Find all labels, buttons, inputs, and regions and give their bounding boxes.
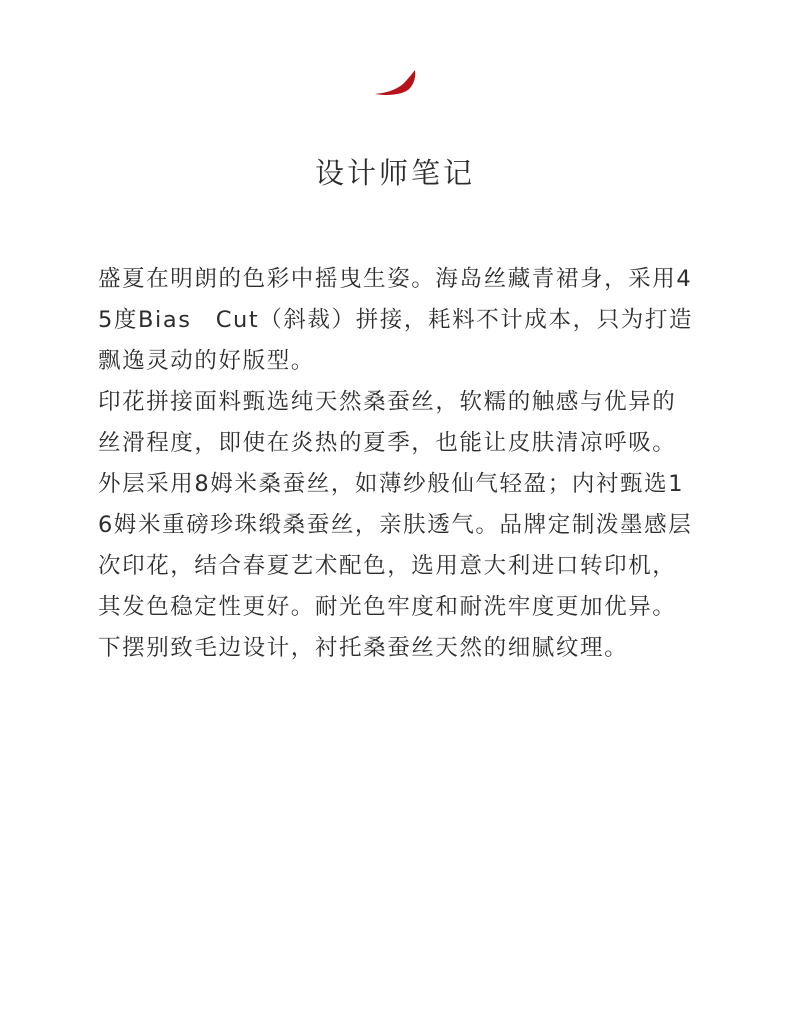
red-feather-brush-icon [372,68,420,98]
brand-mark-shape [375,70,415,95]
note-paragraph-2: 印花拼接面料甄选纯天然桑蚕丝，软糯的触感与优异的丝滑程度，即使在炎热的夏季，也能让皮肤清凉呼吸。外层采用8姆米桑蚕丝，如薄纱般仙气轻盈；内衬甄选16姆米重磅珍珠缎桑蚕丝，亲肤透气。品牌定制泼墨感层次印花，结合春夏艺术配色，选用意大利进口转印机，其发色稳定性更好。耐光色牢度和耐洗牢度更加优异。下摆别致毛边设计，衬托桑蚕丝天然的细腻纹理。 [98,389,693,661]
page-title: 设计师笔记 [314,156,475,191]
note-paragraph-1: 盛夏在明朗的色彩中摇曳生姿。海岛丝藏青裙身，采用45度Bias Cut（斜裁）拼接，耗料不计成本，只为打造飘逸灵动的好版型。 [98,266,694,374]
notes-body [98,259,698,669]
